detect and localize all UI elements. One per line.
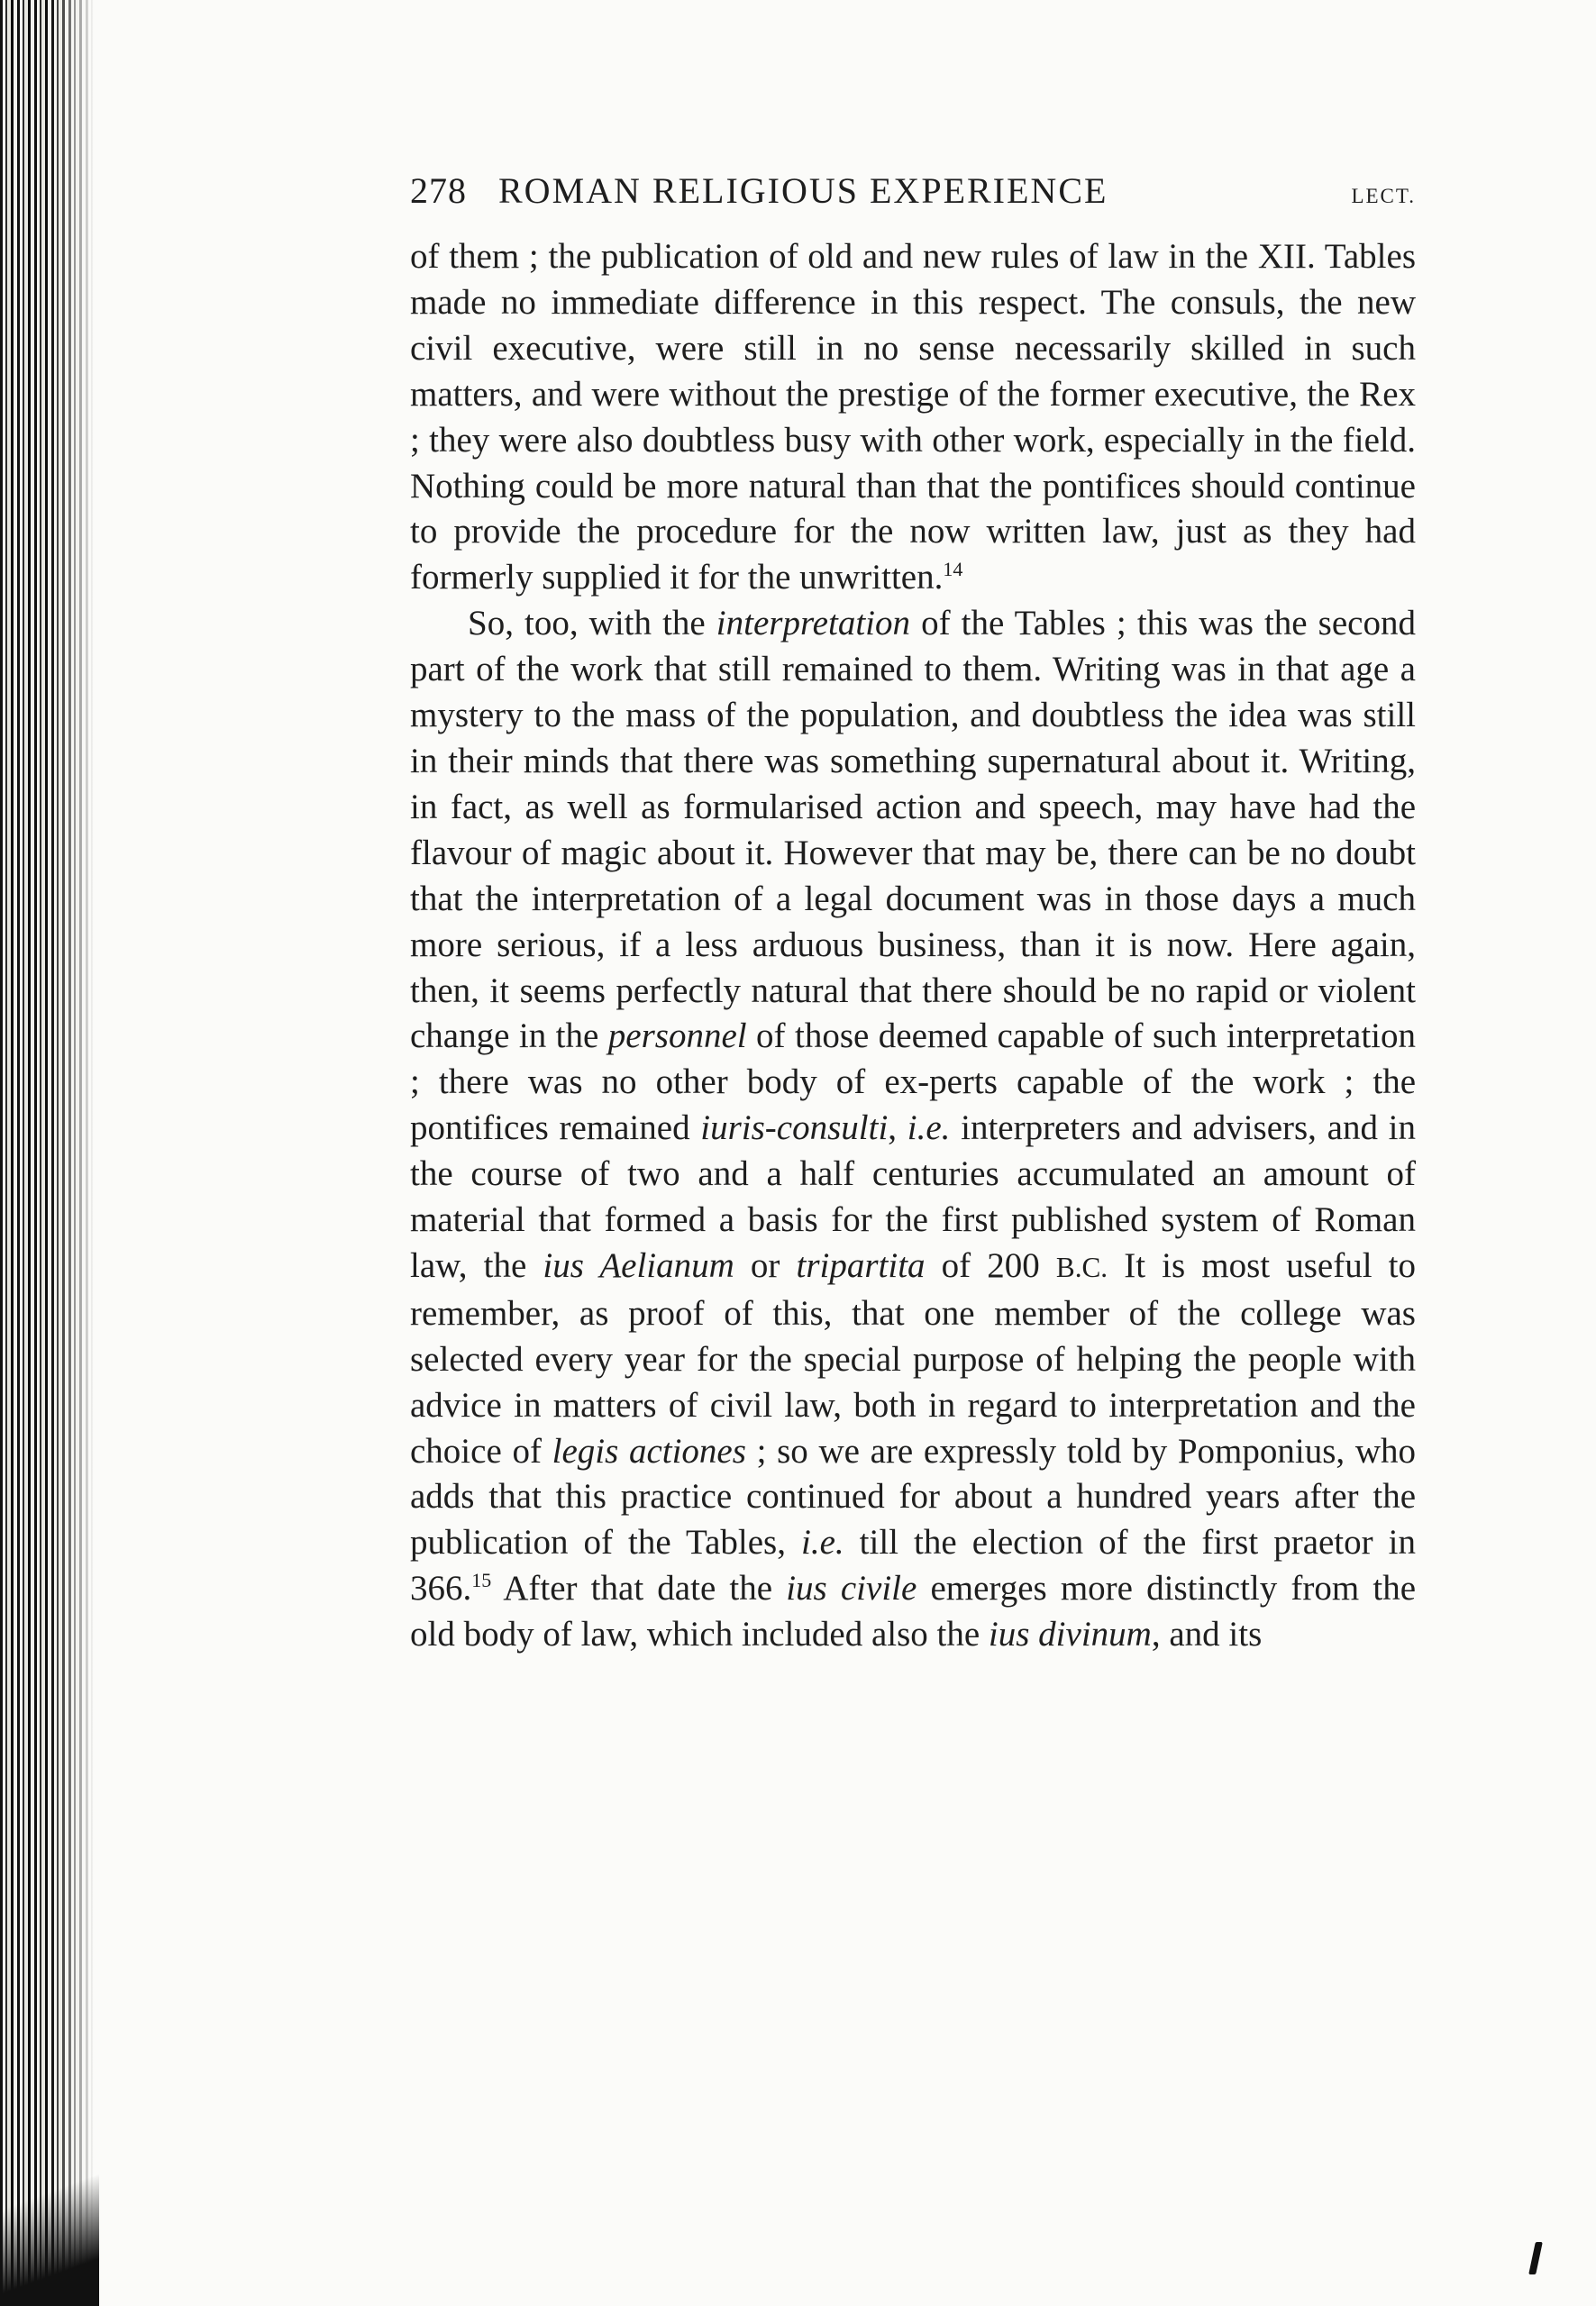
text-run: of those deemed capable of such interpretation ; there was no other body of ex-perts capable of the work ; the pontifices remained	[410, 1016, 1416, 1148]
italic-term: tripartita	[796, 1245, 926, 1285]
italic-term: interpretation	[716, 604, 910, 643]
text-run: emerges more distinctly from the old body of law, which included also the	[410, 1569, 1417, 1654]
text-run: of the Tables ; this was the second part of the work that still remained to them. Writing was in that age a mystery to the mass of the population, and doubtless the idea was still in their minds that there was something supernatural about it. Writing, in fact, as well as formularised action and speech, may have had the flavour of magic about it. However that may be, there can be no doubt that the interpretation of a legal document was in those days a much more serious, if a less arduous business, than it is now. Here again, then, it seems perfectly natural that there should be no rapid or violent change in the	[410, 604, 1416, 1056]
text-run: till the election of the first praetor in 366.	[410, 1523, 1416, 1609]
paragraph-1	[410, 234, 1416, 601]
italic-term: ius Aelianum	[543, 1245, 734, 1285]
italic-term: iuris-consulti	[700, 1108, 889, 1148]
italic-term: legis actiones	[552, 1431, 746, 1471]
italic-term: ius divinum	[988, 1615, 1152, 1654]
binding-shadow	[0, 2153, 99, 2306]
text-run: ,	[888, 1108, 907, 1148]
italic-term: ius civile	[786, 1569, 917, 1609]
text-run: B.C.	[1055, 1251, 1108, 1283]
text-run: or	[734, 1245, 797, 1285]
text-run: of them ; the publication of old and new rules of law in the XII. Tables made no immediate difference in this respect. The consuls, the new civil executive, were still in no sense necessarily skilled in such matters, and were without the prestige of the former executive, the Rex ; they were also doubtless busy with other work, especially in the field. Nothing could be more natural than that the pontifices should continue to provide the procedure for the now written law, just as they had formerly supplied it for the unwritten.	[410, 237, 1416, 597]
section-abbrev: LECT.	[1351, 185, 1416, 207]
text-run: So, too, with the	[468, 604, 716, 643]
book-page	[410, 169, 1416, 1658]
text-run: ; so we are expressly told by Pomponius, who adds that this practice continued for about a hundred years after the publication of the Tables,	[410, 1431, 1416, 1563]
running-title: ROMAN RELIGIOUS EXPERIENCE	[498, 170, 1108, 211]
ink-mark	[1528, 2242, 1543, 2274]
footnote-ref: 14	[943, 558, 963, 581]
running-header	[410, 169, 1416, 234]
page-number: 278	[410, 170, 467, 211]
text-run: After that date the	[491, 1569, 787, 1609]
italic-term: personnel	[607, 1016, 747, 1056]
paragraph-2	[410, 601, 1416, 1658]
body-text	[410, 234, 1416, 1658]
book-binding-edge	[0, 0, 95, 2306]
text-run: It is most useful to remember, as proof of this, that one member of the college was selected every year for the special purpose of helping the people with advice in matters of civil law, both in regard to interpretation and the choice of	[410, 1245, 1416, 1471]
text-run: of 200	[925, 1245, 1056, 1285]
text-run: , and its	[1151, 1615, 1263, 1654]
footnote-ref: 15	[471, 1569, 492, 1592]
italic-term: i.e.	[907, 1108, 951, 1148]
text-run: interpreters and advisers, and in the course of two and a half centuries accumulated an amount of material that formed a basis for the first published system of Roman law, the	[410, 1108, 1416, 1285]
italic-term: i.e.	[800, 1523, 844, 1563]
